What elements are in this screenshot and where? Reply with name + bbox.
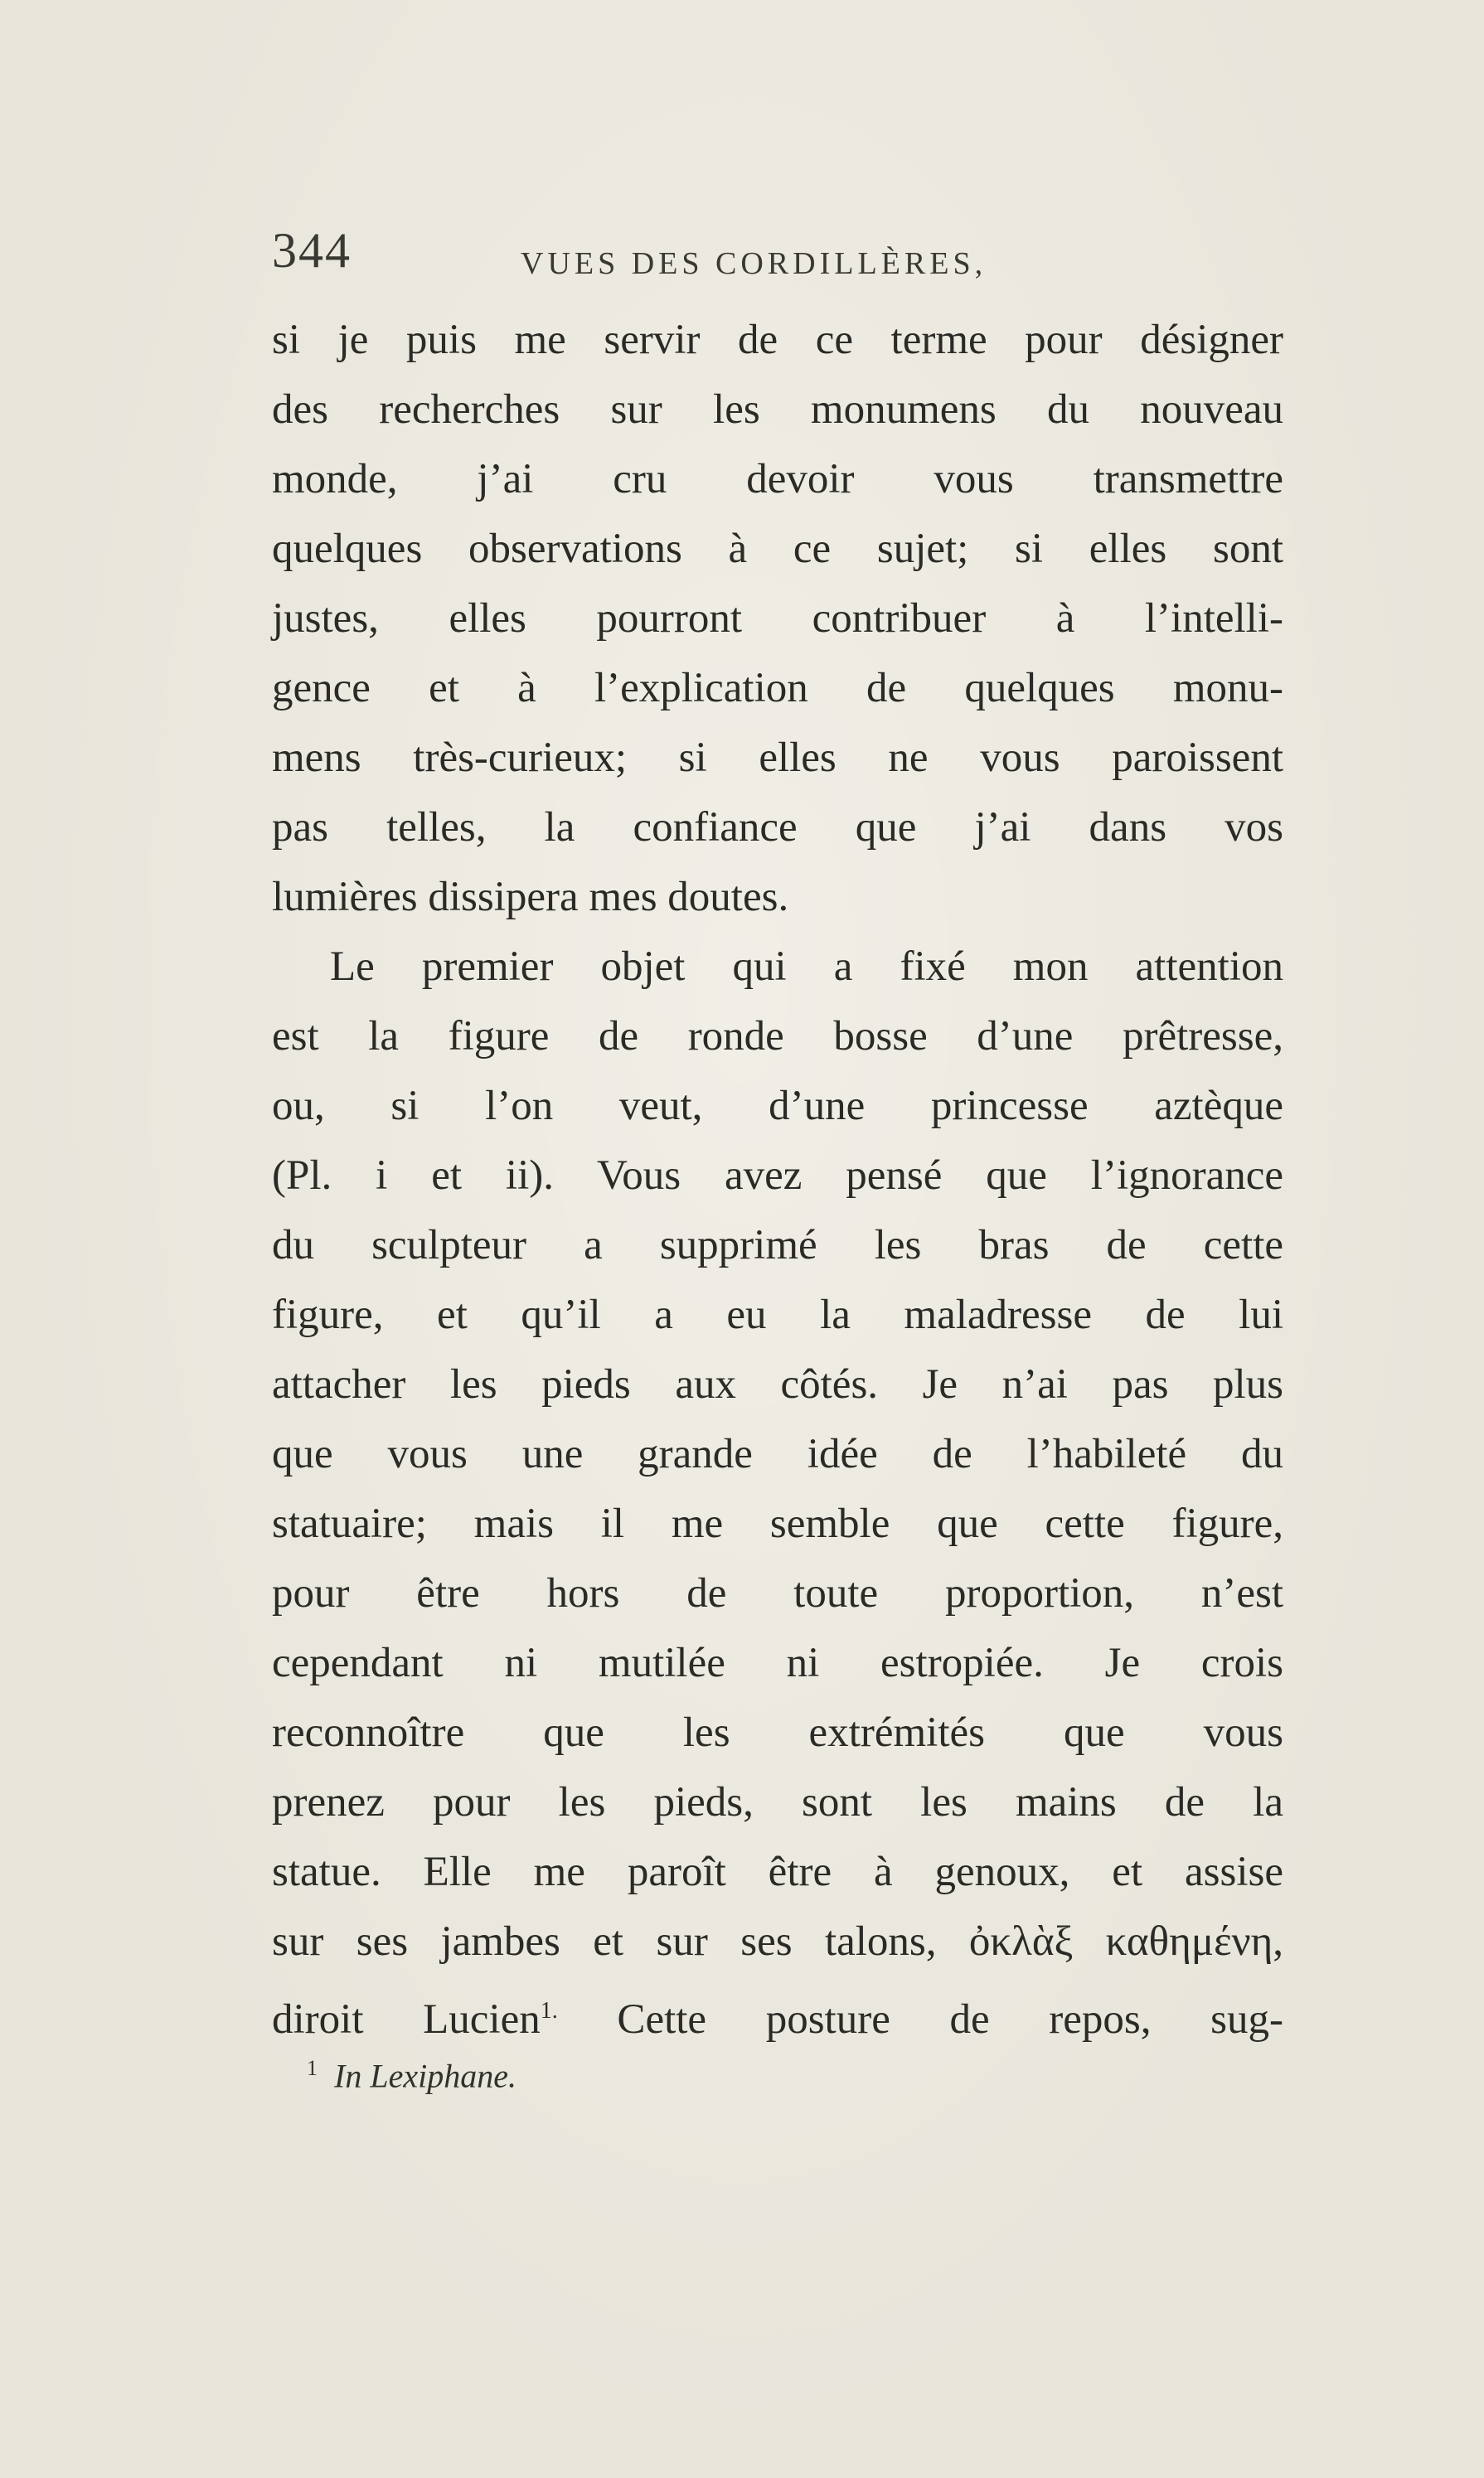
paragraph-start-line: Le premier objet qui a fixé mon attention [330, 943, 1283, 990]
line-end: Cette posture de repos, sug- [617, 1996, 1284, 2043]
text-line: pour être hors de toute proportion, n’est [272, 1570, 1283, 1617]
text-line: ou, si l’on veut, d’une princesse aztèque [272, 1083, 1283, 1129]
text-line: gence et à l’explication de quelques monu- [272, 665, 1283, 711]
text-line: est la figure de ronde bosse d’une prêtresse, [272, 1013, 1283, 1060]
body-text [272, 305, 1283, 2046]
page-header [272, 222, 1283, 289]
text-line-with-note [272, 1976, 1283, 2046]
text-line: (Pl. i et ii). Vous avez pensé que l’ignorance [272, 1152, 1283, 1199]
line-start: diroit Lucien [272, 1996, 541, 2043]
text-line: statuaire; mais il me semble que cette figure, [272, 1501, 1283, 1547]
running-head: VUES DES CORDILLÈRES, [521, 246, 987, 281]
text-line: des recherches sur les monumens du nouveau [272, 386, 1283, 433]
text-line: cependant ni mutilée ni estropiée. Je crois [272, 1640, 1283, 1686]
text-line: quelques observations à ce sujet; si elles sont [272, 526, 1283, 572]
text-line: que vous une grande idée de l’habileté du [272, 1431, 1283, 1477]
text-line: monde, j’ai cru devoir vous transmettre [272, 456, 1283, 502]
text-line: figure, et qu’il a eu la maladresse de lui [272, 1292, 1283, 1338]
text-line: pas telles, la confiance que j’ai dans vos [272, 804, 1283, 851]
text-line: lumières dissipera mes doutes. [272, 874, 789, 920]
footnote-reference[interactable]: 1. [540, 1998, 558, 2024]
text-line: reconnoître que les extrémités que vous [272, 1709, 1283, 1756]
text-line: attacher les pieds aux côtés. Je n’ai pas plus [272, 1361, 1283, 1408]
text-line: prenez pour les pieds, sont les mains de la [272, 1779, 1283, 1826]
footnote-marker: 1 [307, 2056, 318, 2080]
text-line: statue. Elle me paroît être à genoux, et assise [272, 1849, 1283, 1895]
text-line: du sculpteur a supprimé les bras de cette [272, 1222, 1283, 1268]
footnote [307, 2056, 516, 2095]
footnote-text: In Lexiphane. [334, 2057, 516, 2095]
text-line: si je puis me servir de ce terme pour désigner [272, 317, 1283, 363]
text-line: mens très-curieux; si elles ne vous paroissent [272, 735, 1283, 781]
page-number: 344 [272, 223, 352, 278]
text-line: justes, elles pourront contribuer à l’intelli- [272, 595, 1283, 642]
text-line: sur ses jambes et sur ses talons, ὀκλὰξ καθημένη, [272, 1918, 1283, 1965]
